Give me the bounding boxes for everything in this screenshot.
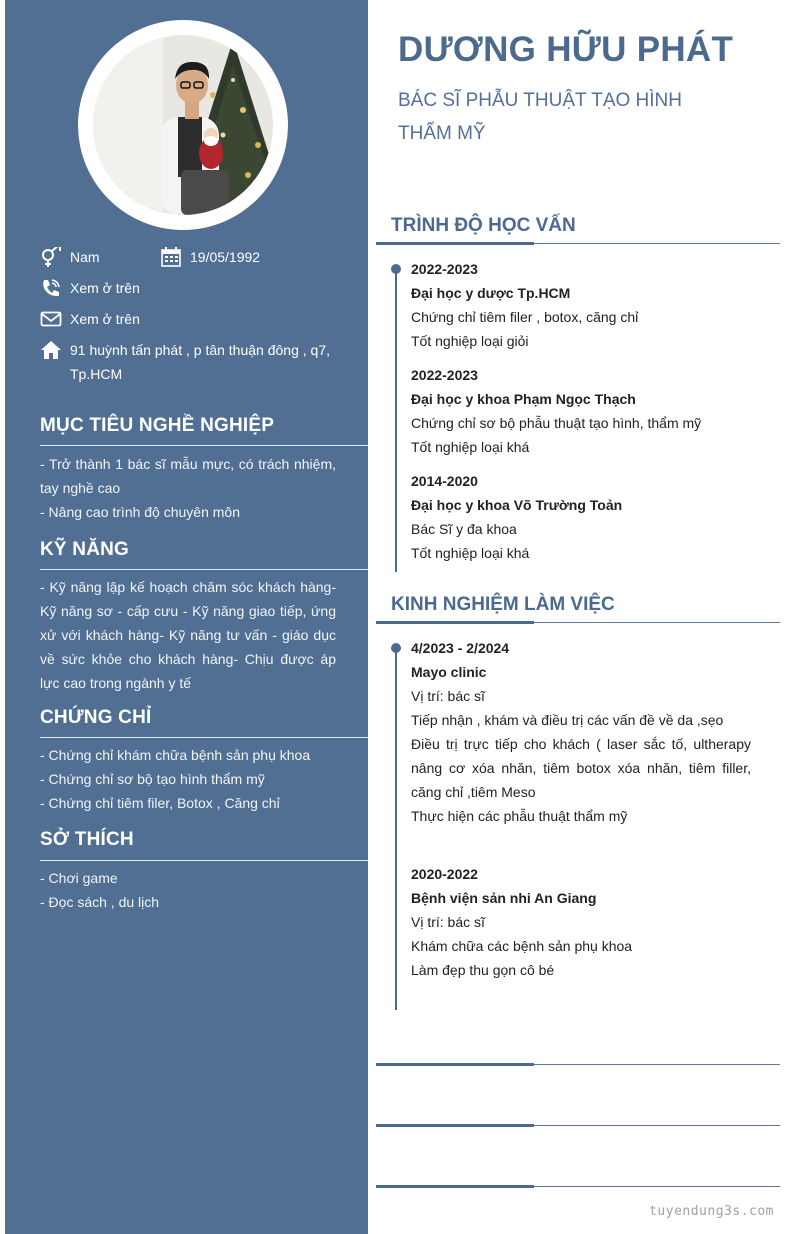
candidate-name: DƯƠNG HỮU PHÁT xyxy=(398,30,734,69)
objective-divider xyxy=(40,445,368,446)
phone-icon xyxy=(40,278,62,298)
timeline-dot xyxy=(391,643,401,653)
education-school: Đại học y khoa Võ Trường Toản xyxy=(411,497,623,513)
education-item xyxy=(411,363,751,459)
certificate-item: - Chứng chỉ khám chữa bệnh sản phụ khoa xyxy=(40,747,311,763)
education-school: Đại học y dược Tp.HCM xyxy=(411,285,571,301)
mail-icon xyxy=(40,309,62,329)
experience-company: Bệnh viện sản nhi An Giang xyxy=(411,890,597,906)
experience-company: Mayo clinic xyxy=(411,664,487,680)
watermark: tuyendung3s.com xyxy=(649,1204,774,1219)
hobby-item: - Đọc sách , du lịch xyxy=(40,894,160,910)
skills-heading: KỸ NĂNG xyxy=(40,539,130,560)
education-grade: Tốt nghiệp loại khá xyxy=(411,545,530,561)
sidebar xyxy=(5,0,368,1234)
address-value: 91 huỳnh tấn phát , p tân thuận đông , q7, Tp.HCM xyxy=(70,342,330,382)
experience-line: Vị trí: bác sĩ xyxy=(411,688,485,704)
education-grade: Tốt nghiệp loại giỏi xyxy=(411,333,529,349)
hobby-item: - Chơi game xyxy=(40,870,118,886)
phone-value: Xem ở trên xyxy=(70,280,140,296)
job-title: BÁC SĨ PHẪU THUẬT TẠO HÌNH THẨM MỸ xyxy=(398,90,682,144)
home-icon xyxy=(40,340,62,360)
hobbies-divider xyxy=(40,860,368,861)
experience-line: Điều trị trực tiếp cho khách ( laser sắc tố, ultherapy nâng cơ xóa nhăn, tiêm botox xóa nhăn, tiêm filler, căng chỉ ,tiêm Meso xyxy=(411,736,751,800)
certificate-item: - Chứng chỉ sơ bộ tạo hình thẩm mỹ xyxy=(40,771,265,787)
education-period: 2014-2020 xyxy=(411,473,478,489)
experience-line: Làm đẹp thu gọn cô bé xyxy=(411,962,555,978)
education-period: 2022-2023 xyxy=(411,261,478,277)
certificates-divider xyxy=(40,737,368,738)
certificate-item: - Chứng chỉ tiêm filer, Botox , Căng chỉ xyxy=(40,795,280,811)
experience-line: Thực hiện các phẫu thuật thẩm mỹ xyxy=(411,808,628,824)
education-grade: Tốt nghiệp loại khá xyxy=(411,439,530,455)
education-detail: Chứng chỉ sơ bộ phẫu thuật tạo hình, thẩm mỹ xyxy=(411,415,702,431)
experience-line: Khám chữa các bệnh sản phụ khoa xyxy=(411,938,633,954)
education-item xyxy=(411,257,751,353)
empty-section-accent xyxy=(376,1063,534,1066)
experience-item xyxy=(411,862,751,982)
avatar xyxy=(93,35,273,215)
empty-section-accent xyxy=(376,1124,534,1127)
experience-accent xyxy=(376,621,534,624)
objective-line: - Nâng cao trình độ chuyên môn xyxy=(40,504,241,520)
gender-icon xyxy=(40,247,62,267)
education-period: 2022-2023 xyxy=(411,367,478,383)
experience-heading: KINH NGHIỆM LÀM VIỆC xyxy=(391,594,615,615)
birthday-value: 19/05/1992 xyxy=(190,249,261,265)
objective-text xyxy=(40,452,336,524)
certificates-list xyxy=(40,743,360,815)
certificates-heading: CHỨNG CHỈ xyxy=(40,707,152,728)
education-detail: Chứng chỉ tiêm filer , botox, căng chỉ xyxy=(411,309,639,325)
education-accent xyxy=(376,242,534,245)
timeline-dot xyxy=(391,264,401,274)
education-timeline xyxy=(395,268,397,572)
avatar-frame xyxy=(78,20,288,230)
objective-line: - Trở thành 1 bác sĩ mẫu mực, có trách nhiệm, tay nghề cao xyxy=(40,456,336,496)
education-item xyxy=(411,469,751,565)
education-heading: TRÌNH ĐỘ HỌC VẤN xyxy=(391,215,576,236)
experience-period: 2020-2022 xyxy=(411,866,478,882)
education-detail: Bác Sĩ y đa khoa xyxy=(411,521,517,537)
skills-text: - Kỹ năng lập kế hoạch chăm sóc khách hàng- Kỹ năng sơ - cấp cưu - Kỹ năng giao tiếp, ứng xử với khách hàng- Kỹ năng tư vấn - giáo dục về sức khỏe cho khách hàng- Chịu được áp lực cao trong ngành y tế xyxy=(40,579,336,691)
calendar-icon xyxy=(160,247,182,267)
experience-timeline xyxy=(395,647,397,1010)
experience-item xyxy=(411,636,751,828)
education-school: Đại học y khoa Phạm Ngọc Thạch xyxy=(411,391,636,407)
hobbies-heading: SỞ THÍCH xyxy=(40,829,134,850)
objective-heading: MỤC TIÊU NGHỀ NGHIỆP xyxy=(40,415,275,436)
skills-divider xyxy=(40,569,368,570)
experience-period: 4/2023 - 2/2024 xyxy=(411,640,510,656)
hobbies-list xyxy=(40,866,336,914)
empty-section-accent xyxy=(376,1185,534,1188)
experience-line: Tiếp nhận , khám và điều trị các vấn đề về da ,sẹo xyxy=(411,712,724,728)
email-value: Xem ở trên xyxy=(70,311,140,327)
gender-value: Nam xyxy=(70,249,100,265)
experience-line: Vị trí: bác sĩ xyxy=(411,914,485,930)
